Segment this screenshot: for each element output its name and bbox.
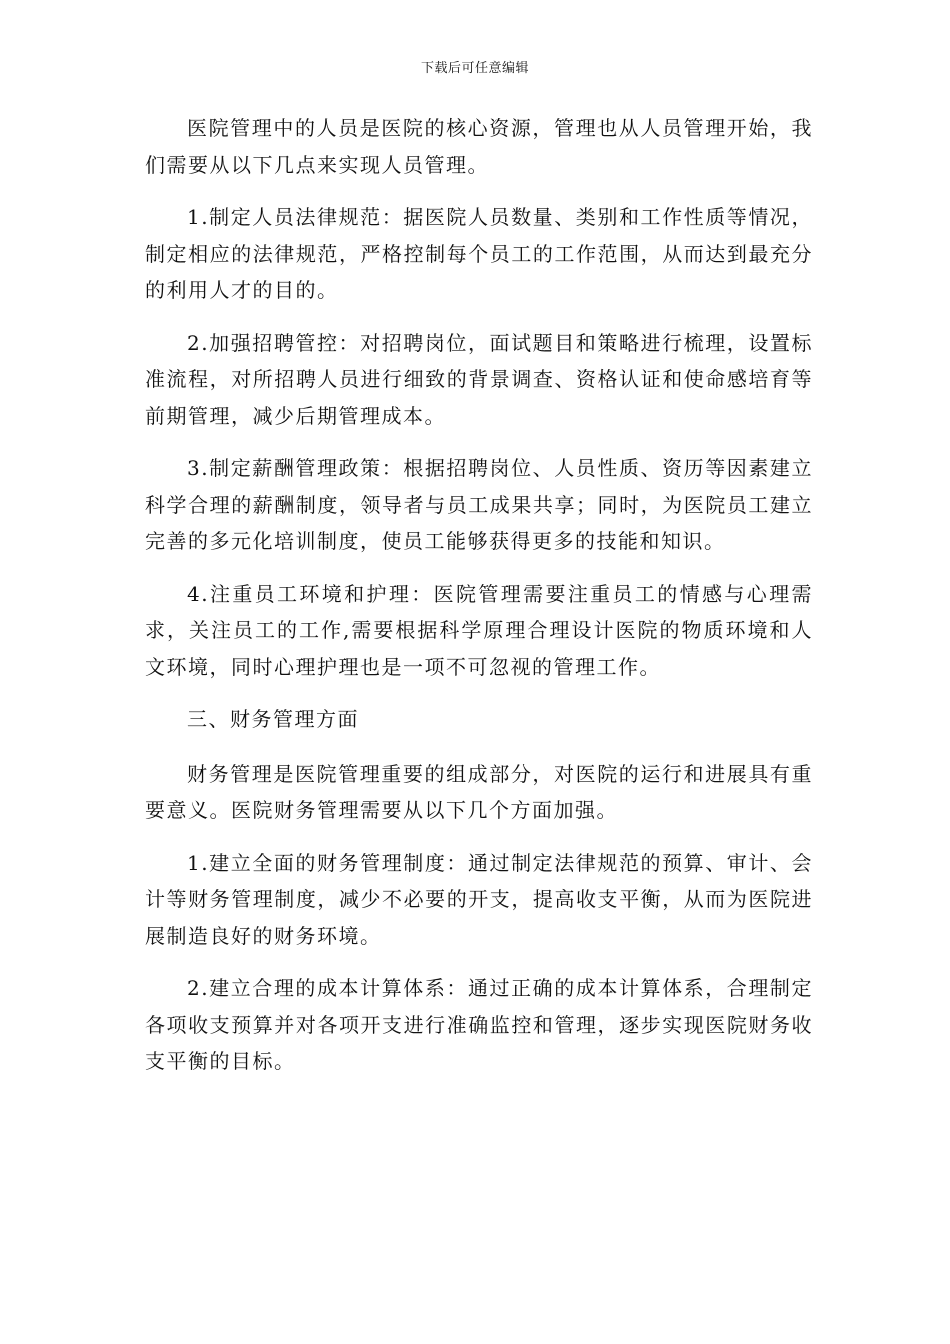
- page-header: 下载后可任意编辑: [420, 61, 529, 76]
- paragraph-item-4: 4.注重员工环境和护理：医院管理需要注重员工的情感与心理需求，关注员工的工作,需要根据科学原理合理设计医院的物质环境和人文环境，同时心理护理也是一项不可忽视的管理工作。: [145, 581, 813, 679]
- document-body: [145, 110, 813, 1096]
- paragraph-intro: 医院管理中的人员是医院的核心资源，管理也从人员管理开始，我们需要从以下几点来实现人员管理。: [145, 116, 813, 177]
- paragraph-finance-item-1: 1.建立全面的财务管理制度：通过制定法律规范的预算、审计、会计等财务管理制度，减少不必要的开支，提高收支平衡，从而为医院进展制造良好的财务环境。: [145, 850, 813, 948]
- paragraph-item-1: 1.制定人员法律规范：据医院人员数量、类别和工作性质等情况，制定相应的法律规范，严格控制每个员工的工作范围，从而达到最充分的利用人才的目的。: [145, 205, 813, 302]
- paragraph-item-3: 3.制定薪酬管理政策：根据招聘岗位、人员性质、资历等因素建立科学合理的薪酬制度，领导者与员工成果共享；同时，为医院员工建立完善的多元化培训制度，使员工能够获得更多的技能和知识。: [145, 456, 813, 553]
- section-heading: 三、财务管理方面: [187, 707, 359, 731]
- paragraph-item-2: 2.加强招聘管控：对招聘岗位，面试题目和策略进行梳理，设置标准流程，对所招聘人员进行细致的背景调查、资格认证和使命感培育等前期管理，减少后期管理成本。: [145, 330, 813, 428]
- paragraph-finance-intro: 财务管理是医院管理重要的组成部分，对医院的运行和进展具有重要意义。医院财务管理需要从以下几个方面加强。: [145, 761, 813, 822]
- paragraph-finance-item-2: 2.建立合理的成本计算体系：通过正确的成本计算体系，合理制定各项收支预算并对各项开支进行准确监控和管理，逐步实现医院财务收支平衡的目标。: [145, 976, 813, 1073]
